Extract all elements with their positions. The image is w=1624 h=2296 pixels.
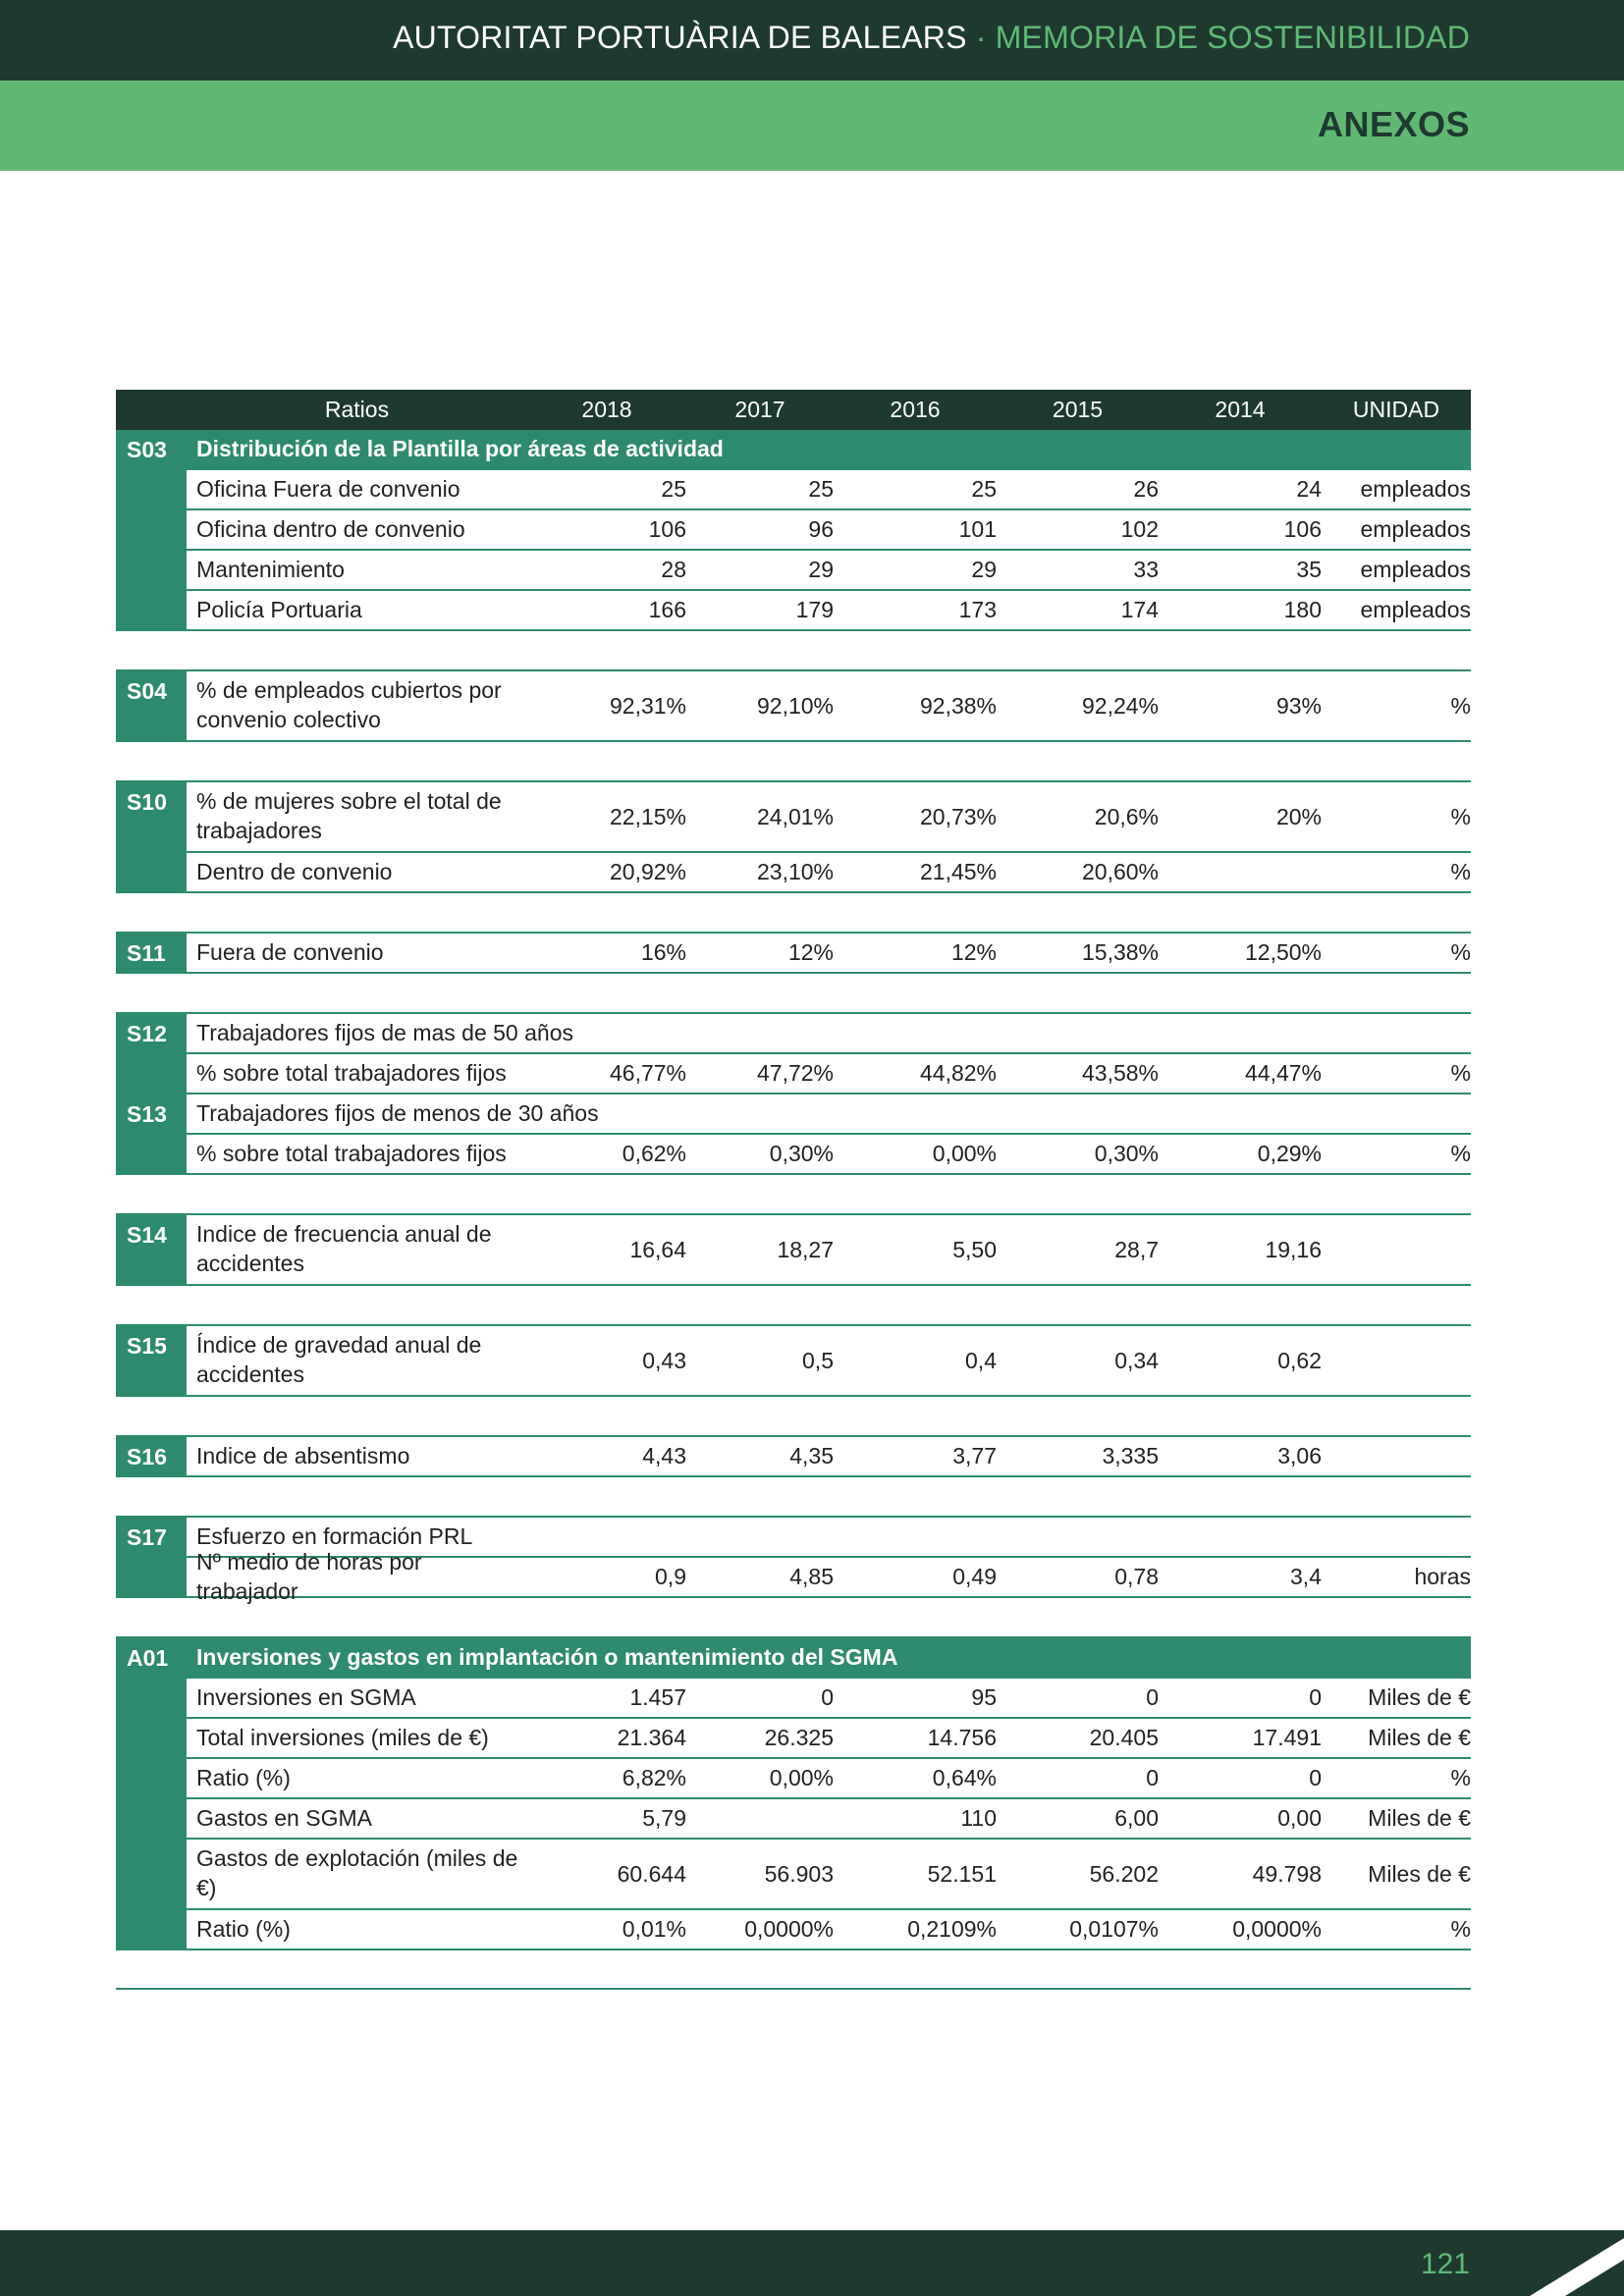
header-org: AUTORITAT PORTUÀRIA DE BALEARS [393, 20, 967, 55]
group-title: Trabajadores fijos de menos de 30 años [196, 1099, 599, 1126]
row-value: 0,00% [932, 1141, 997, 1166]
table-end-line [116, 1988, 1471, 1990]
row-value: 28,7 [1114, 1236, 1159, 1262]
row-value: 49.798 [1252, 1860, 1322, 1887]
row-code-cell [116, 1759, 187, 1797]
row-value: 0 [1309, 1765, 1322, 1790]
corner-stripe-icon [1516, 2230, 1624, 2296]
row-value: 17.491 [1252, 1725, 1322, 1750]
row-value: 46,77% [609, 1060, 686, 1086]
row-value: 5,50 [952, 1236, 997, 1262]
table-row [116, 671, 1471, 742]
row-unit: % [1450, 939, 1471, 965]
row-label: Oficina dentro de convenio [196, 515, 465, 542]
table-row [116, 591, 1471, 631]
row-value: 0,0000% [744, 1916, 834, 1942]
row-label: % de mujeres sobre el total de trabajadores [196, 788, 502, 843]
row-value: 0,43 [642, 1347, 686, 1373]
column-header: UNIDAD [1352, 397, 1440, 422]
row-unit: Miles de € [1368, 1805, 1471, 1831]
row-code-cell: S11 [116, 934, 187, 972]
row-value: 0,00% [769, 1765, 834, 1790]
table-row [116, 1759, 1471, 1799]
row-value: 35 [1296, 557, 1322, 582]
row-code-cell [116, 1840, 187, 1908]
row-value: 3,335 [1102, 1443, 1159, 1468]
page-number: 121 [1420, 2248, 1470, 2280]
row-value: 166 [648, 597, 686, 622]
row-value: 20% [1275, 803, 1322, 829]
row-value: 5,79 [642, 1805, 686, 1831]
row-value: 0,0000% [1232, 1916, 1322, 1942]
row-value: 44,82% [919, 1060, 997, 1086]
row-label: % de empleados cubiertos por convenio colectivo [196, 677, 502, 732]
row-value: 101 [958, 516, 997, 542]
header-title [393, 20, 1470, 56]
row-label: Índice de gravedad anual de accidentes [196, 1332, 482, 1387]
row-unit: Miles de € [1368, 1684, 1471, 1710]
group-title: Inversiones y gastos en implantación o mantenimiento del SGMA [196, 1643, 898, 1670]
column-header: Ratios [324, 396, 390, 422]
row-value: 43,58% [1081, 1060, 1159, 1086]
column-header: 2016 [890, 397, 941, 422]
row-label: Gastos de explotación (miles de €) [196, 1845, 518, 1900]
table-row [116, 510, 1471, 551]
row-value: 180 [1283, 597, 1322, 622]
section-title: ANEXOS [1317, 104, 1470, 144]
table-spacer [116, 1397, 1471, 1437]
row-code-cell [116, 510, 187, 549]
column-header: 2014 [1215, 397, 1266, 422]
table-row [116, 1054, 1471, 1095]
row-value: 14.756 [927, 1725, 997, 1750]
row-value: 12,50% [1244, 939, 1322, 965]
table-spacer [116, 1477, 1471, 1518]
row-value: 25 [971, 476, 997, 502]
row-value: 29 [971, 557, 997, 582]
header-separator: · [966, 20, 996, 55]
row-code-cell [116, 1719, 187, 1757]
row-value: 0,78 [1114, 1564, 1159, 1589]
row-code-cell [116, 1679, 187, 1717]
row-value: 95 [971, 1684, 997, 1710]
row-value: 20,6% [1094, 803, 1159, 829]
table-row [116, 1840, 1471, 1910]
row-value: 0 [1146, 1765, 1159, 1790]
row-value: 92,10% [756, 692, 834, 719]
row-value: 0,62% [622, 1141, 686, 1166]
row-value: 33 [1133, 557, 1159, 582]
table-row [116, 853, 1471, 893]
table-row [116, 1437, 1471, 1477]
row-code-cell: S15 [116, 1326, 187, 1395]
row-value: 0 [1146, 1684, 1159, 1710]
row-label: Dentro de convenio [196, 858, 393, 884]
row-label: Inversiones en SGMA [196, 1683, 416, 1710]
group-title: Trabajadores fijos de mas de 50 años [196, 1019, 573, 1045]
row-value: 0,01% [622, 1916, 686, 1942]
table-row [116, 470, 1471, 510]
row-code-cell: S03 [116, 430, 187, 468]
row-value: 173 [958, 597, 997, 622]
table-spacer [116, 1175, 1471, 1215]
table-row [116, 1910, 1471, 1950]
row-value: 0 [1309, 1684, 1322, 1710]
row-value: 12% [950, 939, 997, 965]
row-unit: % [1450, 692, 1471, 719]
row-label: Total inversiones (miles de €) [196, 1724, 489, 1750]
row-value: 29 [808, 557, 834, 582]
row-value: 3,77 [952, 1443, 997, 1468]
row-value: 25 [661, 476, 686, 502]
row-unit: empleados [1360, 557, 1471, 582]
row-unit: Miles de € [1368, 1860, 1471, 1887]
row-value: 19,16 [1265, 1236, 1322, 1262]
row-value: 16% [640, 939, 686, 965]
row-value: 0,0107% [1069, 1916, 1159, 1942]
row-unit: % [1450, 859, 1471, 884]
group-title-row [116, 430, 1471, 470]
row-code-cell: S16 [116, 1437, 187, 1475]
row-value: 106 [1283, 516, 1322, 542]
header-bar [0, 0, 1624, 80]
row-code-cell [116, 853, 187, 891]
row-label: Indice de frecuencia anual de accidentes [196, 1221, 492, 1276]
row-value: 3,06 [1277, 1443, 1322, 1468]
row-value: 0,64% [932, 1765, 997, 1790]
row-code-cell [116, 551, 187, 589]
table-row [116, 1326, 1471, 1397]
row-value: 102 [1120, 516, 1159, 542]
row-value: 60.644 [617, 1860, 686, 1887]
table-spacer [116, 631, 1471, 671]
table-row [116, 1135, 1471, 1175]
row-value: 21,45% [919, 859, 997, 884]
footer-bar [0, 2230, 1624, 2296]
row-label: Mantenimiento [196, 556, 345, 582]
row-value: 23,10% [756, 859, 834, 884]
table-row [116, 1548, 1471, 1604]
table-spacer [116, 893, 1471, 934]
row-value: 18,27 [777, 1236, 834, 1262]
row-unit: empleados [1360, 516, 1471, 542]
row-value: 20,73% [919, 803, 997, 829]
group-title: Esfuerzo en formación PRL [196, 1522, 473, 1549]
row-label: Policía Portuaria [196, 596, 362, 622]
row-code-cell: S04 [116, 671, 187, 740]
row-value: 21.364 [617, 1725, 686, 1750]
row-code-cell [116, 1799, 187, 1838]
row-value: 28 [661, 557, 686, 582]
table-spacer [116, 974, 1471, 1014]
row-value: 26 [1133, 476, 1159, 502]
row-code-cell: S17 [116, 1518, 187, 1556]
row-value: 0,30% [1094, 1141, 1159, 1166]
row-code-cell: S13 [116, 1095, 187, 1133]
row-value: 24 [1296, 476, 1322, 502]
row-code-cell [116, 591, 187, 629]
table-row [116, 1719, 1471, 1759]
row-value: 0,49 [952, 1564, 997, 1589]
row-value: 4,85 [789, 1564, 834, 1589]
row-value: 4,43 [642, 1443, 686, 1468]
row-value: 47,72% [756, 1060, 834, 1086]
row-value: 1.457 [629, 1684, 686, 1710]
header-code-cell [116, 390, 187, 430]
row-label: Gastos en SGMA [196, 1804, 372, 1831]
table-row [116, 1799, 1471, 1840]
row-unit: horas [1414, 1564, 1471, 1589]
row-label: % sobre total trabajadores fijos [196, 1059, 507, 1086]
row-label: Ratio (%) [196, 1764, 291, 1790]
row-value: 20.405 [1089, 1725, 1159, 1750]
row-value: 24,01% [756, 803, 834, 829]
row-value: 20,60% [1081, 859, 1159, 884]
row-label: Nº medio de horas por trabajador [196, 1548, 422, 1604]
row-code-cell: S12 [116, 1014, 187, 1052]
row-value: 52.151 [927, 1860, 997, 1887]
section-bar [0, 80, 1624, 171]
table-spacer [116, 1286, 1471, 1326]
row-label: Indice de absentismo [196, 1442, 410, 1468]
row-value: 0,5 [802, 1347, 834, 1373]
row-label: % sobre total trabajadores fijos [196, 1140, 507, 1166]
row-code-cell: S10 [116, 782, 187, 851]
row-value: 106 [648, 516, 686, 542]
table-row [116, 782, 1471, 853]
table-header-row [116, 390, 1471, 430]
row-unit: % [1450, 1141, 1471, 1166]
row-label: Ratio (%) [196, 1915, 291, 1942]
row-value: 0,4 [965, 1347, 997, 1373]
row-value: 56.202 [1089, 1860, 1159, 1887]
group-title-row [116, 1014, 1471, 1054]
row-unit: % [1450, 1916, 1471, 1942]
row-value: 12% [787, 939, 834, 965]
row-value: 25 [808, 476, 834, 502]
row-value: 20,92% [609, 859, 686, 884]
row-code-cell [116, 1135, 187, 1173]
row-value: 26.325 [764, 1725, 834, 1750]
row-value: 0,29% [1257, 1141, 1322, 1166]
row-value: 110 [960, 1805, 997, 1831]
table-spacer [116, 742, 1471, 782]
row-unit: % [1450, 803, 1471, 829]
row-value: 92,38% [919, 692, 997, 719]
row-code-cell: S14 [116, 1215, 187, 1284]
row-unit: empleados [1360, 476, 1471, 502]
group-title: Distribución de la Plantilla por áreas de actividad [196, 435, 724, 461]
column-header: 2017 [734, 397, 785, 422]
table-row [116, 1679, 1471, 1719]
row-value: 4,35 [789, 1443, 834, 1468]
row-code-cell [116, 1558, 187, 1596]
row-value: 179 [795, 597, 834, 622]
row-value: 0 [821, 1684, 834, 1710]
table-row [116, 1215, 1471, 1286]
row-value: 22,15% [609, 803, 686, 829]
group-title-row [116, 1638, 1471, 1679]
row-unit: % [1450, 1060, 1471, 1086]
row-label: Oficina Fuera de convenio [196, 475, 460, 502]
row-value: 6,00 [1114, 1805, 1159, 1831]
row-value: 0,00 [1277, 1805, 1322, 1831]
row-value: 0,34 [1114, 1347, 1159, 1373]
row-value: 0,30% [769, 1141, 834, 1166]
row-value: 0,2109% [907, 1916, 997, 1942]
row-unit: Miles de € [1368, 1725, 1471, 1750]
table-row [116, 934, 1471, 974]
row-value: 6,82% [622, 1765, 686, 1790]
row-value: 0,62 [1277, 1347, 1322, 1373]
group-title-row [116, 1095, 1471, 1135]
row-value: 44,47% [1244, 1060, 1322, 1086]
row-code-cell: A01 [116, 1638, 187, 1677]
row-value: 92,24% [1081, 692, 1159, 719]
row-value: 56.903 [764, 1860, 834, 1887]
ratios-table [116, 390, 1471, 1990]
row-unit: empleados [1360, 597, 1471, 622]
table-row [116, 551, 1471, 591]
row-code-cell [116, 1054, 187, 1093]
row-value: 174 [1120, 597, 1159, 622]
row-value: 93% [1275, 692, 1322, 719]
row-code-cell [116, 1910, 187, 1949]
row-value: 0,9 [655, 1564, 686, 1589]
row-code-cell [116, 470, 187, 508]
column-header: 2015 [1052, 397, 1104, 422]
header-doc: MEMORIA DE SOSTENIBILIDAD [995, 20, 1470, 55]
row-value: 15,38% [1081, 939, 1159, 965]
row-label: Fuera de convenio [196, 938, 384, 965]
row-value: 16,64 [629, 1236, 686, 1262]
row-unit: % [1450, 1765, 1471, 1790]
row-value: 92,31% [609, 692, 686, 719]
column-header: 2018 [581, 397, 632, 422]
row-value: 96 [808, 516, 834, 542]
row-value: 3,4 [1290, 1564, 1322, 1589]
